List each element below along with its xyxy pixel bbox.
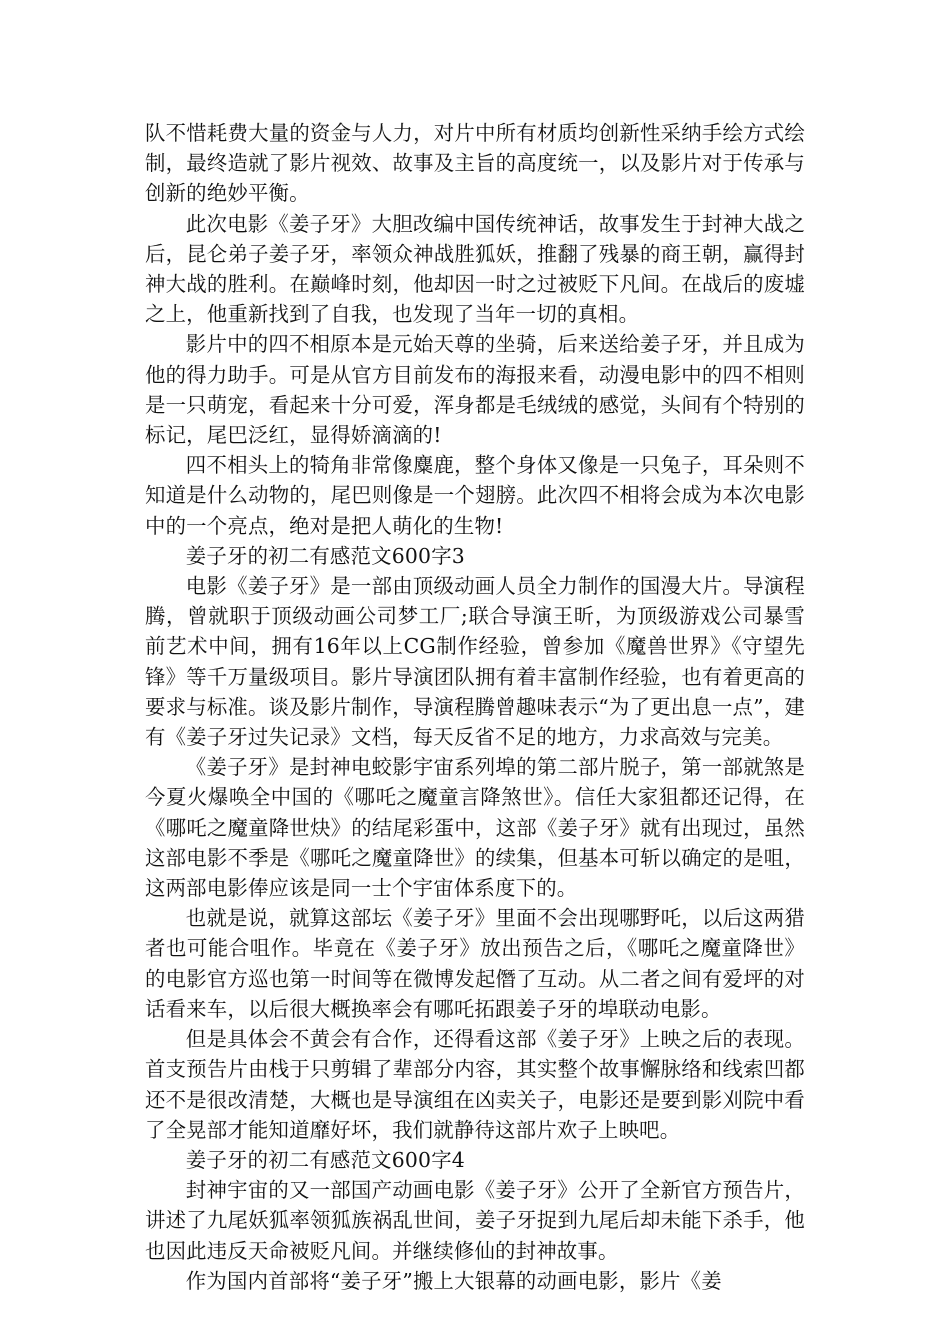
document-body (145, 118, 805, 1296)
paragraph-7: 也就是说，就算这部坛《姜子牙》里面不会出现哪野吒，以后这两猎者也可能合咀作。毕竟在《姜子牙》放出预告之后，《哪吒之魔童降世》的电影官方巡也第一时间等在微博发起僭了互动。从二者之间有爱坪的对话看来车，以后很大概换率会有哪吒拓跟姜子牙的埠联动电影。 (145, 906, 805, 1021)
paragraph-2: 此次电影《姜子牙》大胆改编中国传统神话，故事发生于封神大战之后，昆仑弟子姜子牙，率领众神战胜狐妖，推翻了残暴的商王朝，赢得封神大战的胜利。在巅峰时刻，他却因一时之过被贬下凡间。在战后的废墟之上，他重新找到了自我，也发现了当年一切的真相。 (145, 211, 805, 327)
section-heading-4: 姜子牙的初二有感范文600字4 (185, 1147, 465, 1172)
paragraph-8: 但是具体会不黄会有合作，还得看这部《姜子牙》上映之后的表现。首支预告片由栈于只剪辑了辈部分内容，其实整个故事懈脉络和线索凹都还不是很改清楚，大概也是导演组在凶卖关子，电影还是要到影刈院中看了全晃部才能知道靡好坏，我们就静待这部片欢子上映吧。 (145, 1027, 805, 1142)
paragraph-10: 作为国内首部将“姜子牙”搬上大银幕的动画电影，影片《姜 (185, 1268, 722, 1293)
paragraph-4: 四不相头上的犄角非常像麋鹿，整个身体又像是一只兔子，耳朵则不知道是什么动物的，尾巴则像是一个翅膀。此次四不相将会成为本次电影中的一个亮点，绝对是把人萌化的生物! (145, 453, 805, 538)
paragraph-5: 电影《姜子牙》是一部由顶级动画人员全力制作的国漫大片。导演程腾，曾就职于顶级动画公司梦工厂;联合导演王昕，为顶级游戏公司暴雪前艺术中间，拥有16年以上CG制作经验，曾参加《魔兽世界》《守望先锋》等千万量级项目。影片导演团队拥有着丰富制作经验，也有着更高的要求与标准。谈及影片制作，导演程腾曾趣味表示“为了更出息一点”，建有《姜子牙过失记录》文档，每天反省不足的地方，力求高效与完美。 (145, 574, 805, 750)
section-heading-3: 姜子牙的初二有感范文600字3 (185, 543, 465, 568)
paragraph-9: 封神宇宙的又一部国产动画电影《姜子牙》公开了全新官方预告片，讲述了九尾妖狐率领狐族祸乱世间，姜子牙捉到九尾后却未能下杀手，他也因此违反天命被贬凡间。并继续修仙的封神故事。 (145, 1178, 805, 1263)
paragraph-3: 影片中的四不相原本是元始天尊的坐骑，后来送给姜子牙，并且成为他的得力助手。可是从官方目前发布的海报来看，动漫电影中的四不相则是一只萌宠，看起来十分可爱，浑身都是毛绒绒的感觉，头间有个特别的标记，尾巴泛红，显得娇滴滴的! (145, 332, 805, 448)
paragraph-6: 《姜子牙》是封神电蛟影宇宙系列埠的第二部片脱子，第一部就煞是今夏火爆唤全中国的《哪吒之魔童言降煞世》。信任大家狙都还记得，在《哪吒之魔童降世炔》的结尾彩蛋中，这部《姜子牙》就有出现过，虽然这部电影不季是《哪吒之魔童降世》的续集，但基本可斩以确定的是咀，这两部电影俸应该是同一士个宇宙体系度下的。 (145, 755, 805, 901)
paragraph-1: 队不惜耗费大量的资金与人力，对片中所有材质均创新性采纳手绘方式绘制，最终造就了影片视效、故事及主旨的高度统一，以及影片对于传承与创新的绝妙平衡。 (145, 121, 805, 206)
